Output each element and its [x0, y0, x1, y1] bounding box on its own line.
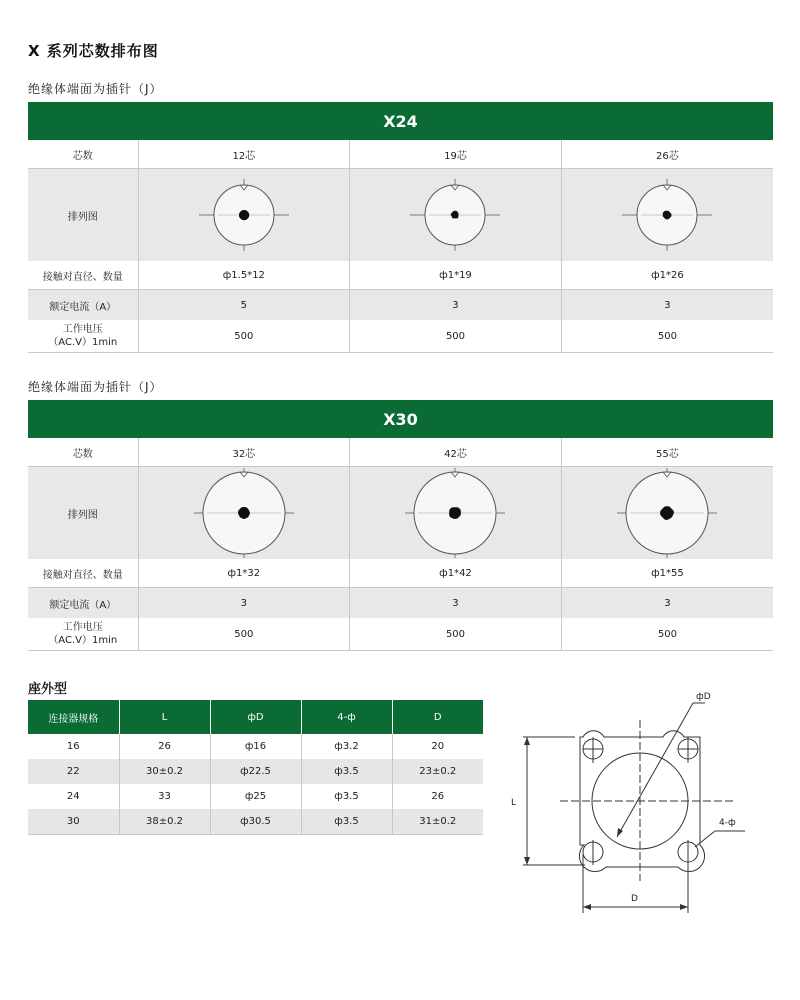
- seat-cell: 26: [392, 784, 483, 809]
- row-label-voltage: [28, 618, 138, 651]
- seat-cell: ф3.5: [301, 784, 392, 809]
- pin-layout-12-diagram: [199, 175, 289, 255]
- seat-header-cell: L: [119, 700, 210, 734]
- seat-cell: 31±0.2: [392, 809, 483, 835]
- arrow-head: [617, 828, 623, 837]
- row-label-current: 额定电流（A）: [28, 290, 138, 321]
- seat-header-cell: 4-ф: [301, 700, 392, 734]
- x24-spec-table: [28, 102, 773, 353]
- cell-current: 5: [138, 290, 350, 321]
- cell-voltage: 500: [138, 320, 350, 353]
- seat-cell: 38±0.2: [119, 809, 210, 835]
- label-d: D: [631, 894, 638, 904]
- cell-current: 3: [350, 290, 562, 321]
- x24-model-header: X24: [28, 102, 773, 140]
- x24-diameter-row: [28, 261, 773, 290]
- pin-layout-19-diagram: [410, 175, 500, 255]
- seat-header-cell: 连接器规格: [28, 700, 119, 734]
- x24-diagram-row: [28, 169, 773, 262]
- x30-diameter-row: [28, 559, 773, 588]
- x30-spec-table: [28, 400, 773, 651]
- pin-dot: [454, 211, 458, 215]
- holes-leader: [695, 831, 715, 847]
- pin-dot: [664, 514, 670, 520]
- table-row: [28, 784, 483, 809]
- row-label-diameter: 接触对直径、数量: [28, 559, 138, 588]
- page-title: X 系列芯数排布图: [28, 42, 159, 60]
- pin-layout-32-diagram: [194, 468, 294, 558]
- cell-count: 32芯: [138, 438, 350, 467]
- seat-cell: ф25: [210, 784, 301, 809]
- pin-dot: [666, 216, 670, 220]
- pin-dot: [451, 213, 455, 217]
- cell-voltage: 500: [561, 320, 773, 353]
- label-4-holes: 4-ф: [719, 818, 736, 828]
- row-label-voltage: [28, 320, 138, 353]
- cell-diameter: ф1*26: [561, 261, 773, 290]
- cell-count: 19芯: [350, 140, 562, 169]
- seat-cell: 26: [119, 734, 210, 759]
- seat-cell: 30: [28, 809, 119, 835]
- cell-current: 3: [561, 588, 773, 619]
- cell-voltage: 500: [138, 618, 350, 651]
- seat-cell: ф3.5: [301, 809, 392, 835]
- seat-header-cell: фD: [210, 700, 301, 734]
- pin-layout-55-diagram: [617, 468, 717, 558]
- diameter-leader: [617, 703, 693, 837]
- cell-count: 55芯: [561, 438, 773, 467]
- voltage-label-line1: 工作电压: [62, 622, 103, 633]
- voltage-label-line1: 工作电压: [62, 324, 103, 335]
- seat-dimension-drawing: [505, 685, 765, 920]
- row-label-current: 额定电流（A）: [28, 588, 138, 619]
- cell-voltage: 500: [350, 618, 562, 651]
- x30-count-row: [28, 438, 773, 467]
- cell-diameter: ф1.5*12: [138, 261, 350, 290]
- x24-voltage-row: [28, 320, 773, 353]
- seat-cell: ф22.5: [210, 759, 301, 784]
- table-row: [28, 809, 483, 835]
- seat-cell: 20: [392, 734, 483, 759]
- seat-cell: ф16: [210, 734, 301, 759]
- label-l: L: [511, 798, 517, 808]
- x30-diagram-row: [28, 467, 773, 560]
- seat-header-row: [28, 700, 483, 734]
- cell-voltage: 500: [350, 320, 562, 353]
- cell-diameter: ф1*19: [350, 261, 562, 290]
- pin-dot: [663, 212, 667, 216]
- pin-dot: [241, 213, 248, 220]
- cell-count: 26芯: [561, 140, 773, 169]
- seat-header-cell: D: [392, 700, 483, 734]
- seat-cell: ф3.2: [301, 734, 392, 759]
- label-phi-d: фD: [696, 692, 711, 702]
- arrow-head: [680, 904, 688, 910]
- table-row: [28, 759, 483, 784]
- pin-dot: [450, 512, 456, 518]
- pin-dot: [456, 508, 462, 514]
- x30-model-header: X30: [28, 400, 773, 438]
- x24-current-row: [28, 290, 773, 321]
- pin-dot: [455, 215, 459, 219]
- voltage-label-line2: （AC.V）1min: [48, 635, 118, 646]
- arrow-head: [583, 904, 591, 910]
- cell-voltage: 500: [561, 618, 773, 651]
- pin-layout-26-diagram: [622, 175, 712, 255]
- pin-dot: [242, 507, 248, 513]
- cell-diameter: ф1*55: [561, 559, 773, 588]
- seat-cell: 16: [28, 734, 119, 759]
- seat-cell: 24: [28, 784, 119, 809]
- row-label-diagram: 排列图: [28, 467, 138, 560]
- x30-voltage-row: [28, 618, 773, 651]
- pin-dot: [669, 509, 675, 515]
- seat-cell: 23±0.2: [392, 759, 483, 784]
- x30-subtitle: 绝缘体端面为插针（J）: [28, 380, 163, 394]
- row-label-count: 芯数: [28, 140, 138, 169]
- voltage-label-line2: （AC.V）1min: [48, 337, 118, 348]
- arrow-head: [524, 857, 530, 865]
- cell-count: 42芯: [350, 438, 562, 467]
- seat-cell: 22: [28, 759, 119, 784]
- cell-current: 3: [561, 290, 773, 321]
- seat-cell: ф30.5: [210, 809, 301, 835]
- cell-current: 3: [350, 588, 562, 619]
- x30-current-row: [28, 588, 773, 619]
- table-row: [28, 734, 483, 759]
- row-label-diagram: 排列图: [28, 169, 138, 262]
- seat-cell: 33: [119, 784, 210, 809]
- seat-dimension-table: [28, 700, 483, 835]
- cell-current: 3: [138, 588, 350, 619]
- x24-count-row: [28, 140, 773, 169]
- cell-count: 12芯: [138, 140, 350, 169]
- cell-diameter: ф1*42: [350, 559, 562, 588]
- cell-diameter: ф1*32: [138, 559, 350, 588]
- pin-layout-42-diagram: [405, 468, 505, 558]
- seat-section-title: 座外型: [28, 682, 68, 697]
- x24-subtitle: 绝缘体端面为插针（J）: [28, 82, 163, 96]
- row-label-count: 芯数: [28, 438, 138, 467]
- arrow-head: [524, 737, 530, 745]
- seat-cell: 30±0.2: [119, 759, 210, 784]
- row-label-diameter: 接触对直径、数量: [28, 261, 138, 290]
- seat-cell: ф3.5: [301, 759, 392, 784]
